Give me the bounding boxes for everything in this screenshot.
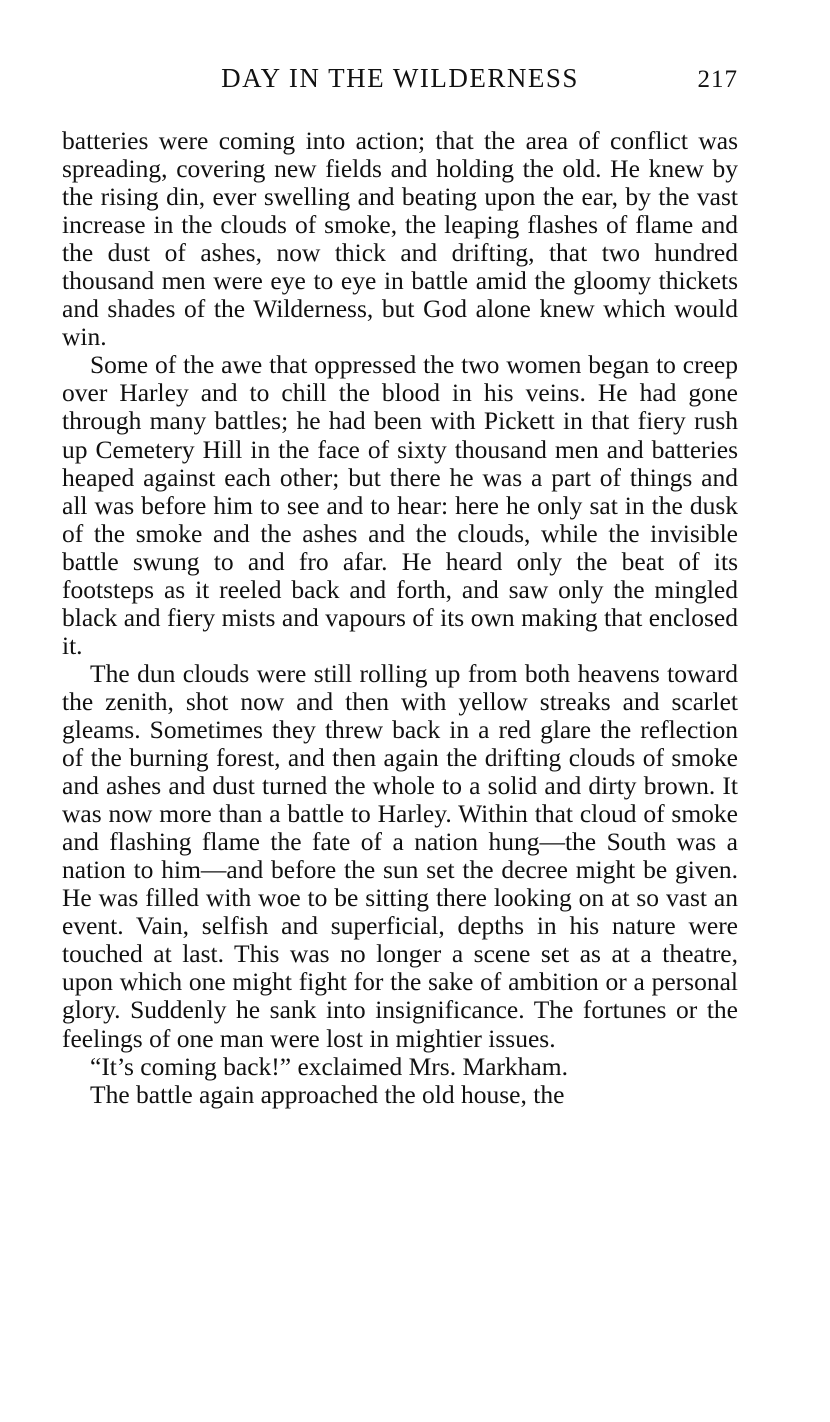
paragraph: The dun clouds were still rolling up from both heavens toward the zenith, shot now and then with yellow streaks and scarlet gleams. Sometimes they threw back in a red glare the reflection of the burning forest, and then again the drifting clouds of smoke and ashes and dust turned the whole to a solid and dirty brown. It was now more than a battle to Harley. Within that cloud of smoke and flashing flame the fate of a nation hung—the South was a nation to him—and before the sun set the decree might be given. He was filled with woe to be sitting there looking on at so vast an event. Vain, selfish and superficial, depths in his nature were touched at last. This was no longer a scene set as at a theatre, upon which one might fight for the sake of ambition or a personal glory. Suddenly he sank into insignificance. The fortunes or the feelings of one man were lost in mightier issues. bbox=[62, 658, 738, 1053]
dialogue-paragraph: “It’s coming back!” exclaimed Mrs. Markham. bbox=[90, 1051, 568, 1081]
running-title: DAY IN THE WILDERNESS bbox=[221, 63, 579, 93]
paragraph: The battle again approached the old house, the bbox=[90, 1079, 565, 1109]
page-number: 217 bbox=[697, 66, 738, 93]
page-header bbox=[62, 60, 738, 96]
body-text bbox=[62, 127, 738, 1109]
paragraph: Some of the awe that oppressed the two women began to creep over Harley and to chill the blood in his veins. He had gone through many battles; he had been with Pickett in that fiery rush up Cemetery Hill in the face of sixty thousand men and batteries heaped against each other; but there he was a part of things and all was before him to see and to hear: here he only sat in the dusk of the smoke and the ashes and the clouds, while the invisible battle swung to and fro afar. He heard only the beat of its footsteps as it reeled back and forth, and saw only the mingled black and fiery mists and vapours of its own making that enclosed it. bbox=[62, 350, 738, 660]
paragraph-continued: batteries were coming into action; that the area of conflict was spreading, covering new fields and holding the old. He knew by the rising din, ever swelling and beating upon the ear, by the vast increase in the clouds of smoke, the leaping flashes of flame and the dust of ashes, now thick and drifting, that two hundred thousand men were eye to eye in battle amid the gloomy thickets and shades of the Wilderness, but God alone knew which would win. bbox=[62, 126, 738, 352]
